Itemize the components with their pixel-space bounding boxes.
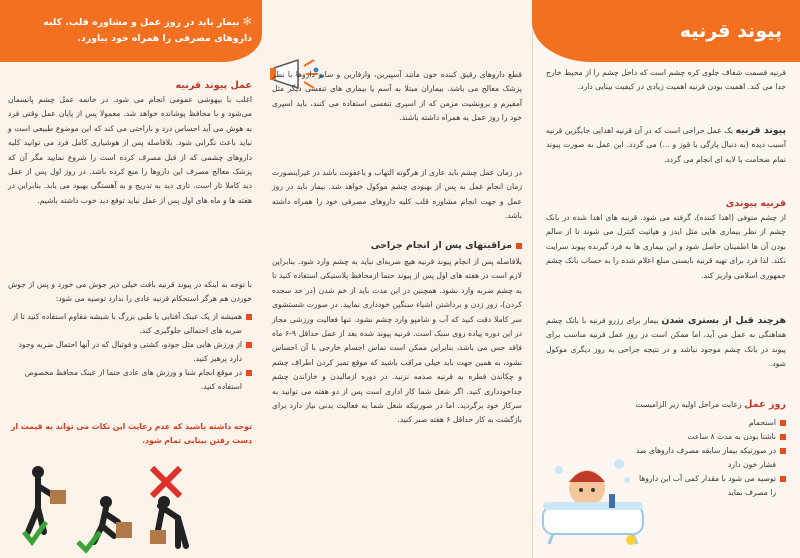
care-text: بلافاصله پس از انجام پیوند قرنیه هیچ ضربه‌ای نباید به چشم وارد شود. بنابراین لازم است در هفته های اول پس از پیوند حتما ازمحافظ پلاستیکی استفاده کنید تا به چشم ضربه وارد نشود. همچنین در این مدت باید از خم شدن (در حد سجده کردن)، زور زدن و برداشتن اشیاء سنگین خودداری نمایید. در صورت شستشوی سر کاملا دقت کنید که آب و شامپو وارد چشم نشود. تنها فعالیت ورزشی مجاز در این دوره پیاده روی سبک است. قرنیه پیوند شده بعد از عمل حداقل ۹-۶ ماه فاقد حس می باشد، بنابراین ممکن است تماس اجسام خارجی با آن احساس نشود، به همین جهت باید خیلی مراقب باشید که موقع تمیز کردن اطراف چشم و چکاندن قطره به قرنیه صدمه نزنید. در دوره ازمالیدن و خاراندن چشم جداخودداری کنید. اگر شغل شما کار اداری است پس از دو هفته می توانید به سرکار خود برگردید. اما در صورتیکه شغل شما به فعالیت بدنی نیاز دارد برای بازگشت به کار حداقل ۶ هفته صبر کنید. [272,257,523,425]
middle-column [262,0,532,558]
donor-title: قرنیه پیوندی [725,198,786,209]
surgery-title: عمل پیوند قرنیه [175,80,252,91]
surgery-text: اغلب با بیهوشی عمومی انجام می شود. در خاتمه عمل چشم پانسمان می‌شود و با محافظ پوشانده خواهد شد. معمولا پس از پایان عمل وقتی فرد به هوش می آید احساس درد و ناراحتی می کند که این موضوع طبیعی است و نباید باعث نگرانی شود. بلافاصله پس از هوشیاری کامل فرد می توانید کلیه داروهای چشمی که از قبل مصرف کرده است را شروع نمایید مگر آن که پزشک معالج مصرف این داروها را منع کرده باشد. در روز اول پس از عمل دید کاملا تار است. تاری دید به تدریج و به آهستگی بهبود می یابد. بنابراین در هفته ها و ماه های اول پس از عمل نباید توقع دید خوب داشته باشیم. [8,95,252,205]
warning-note: توجه داشته باشید که عدم رعایت این نکات می تواند به قیمت از دست رفتن بینایی تمام شود. [11,422,252,445]
middle-text-1: قطع داروهای رقیق کننده خون مانند آسپیرین، وارفارین و سایر داروها با نظر پزشک معالج می باشد. بیماران مبتلا به آسم یا بیماری های تنفسی دیگر مثل آمفیزم و برونشیت مزمن که از اسپری تنفسی استفاده می کنند، باید اسپری خود را روز عمل به همراه داشته باشند. [272,70,522,123]
lifting-figures-illustration [14,462,194,554]
admission-title: هرچند قبل از بستری شدن [661,315,786,326]
list-item: ناشتا بودن به مدت ۸ ساعت [636,430,786,444]
transplant-text: یک عمل جراحی است که در آن قرنیه اهدایی جایگزین قرنیه آسیب دیده (به دنبال پارگی یا قوز و ...) می گردد. این عمل به صورت پیوند تمام ضخامت یا لایه ای انجام می گردد. [546,126,786,164]
care-section [272,240,522,428]
middle-text-2: در زمان عمل چشم باید عاری از هرگونه التهاب و یاعفونت باشد در غیراینصورت زمان انجام عمل به پس از بهبودی چشم موکول خواهد شد. بیمار باید در روز عمل و جهت انجام مشاوره قلب کلیه داروهای مصرفی خود را همراه داشته باشد. [272,168,522,221]
star-icon: ✻ [242,15,252,28]
transplant-title: پیوند قرنیه [735,125,786,136]
list-item: از ورزش هایی مثل جودو، کشتی و فوتبال که در آنها احتمال ضربه وجود دارد پرهیز کنید. [8,338,252,366]
list-item: در موقع انجام شنا و ورزش های عادی حتما از عینک محافظ مخصوص استفاده کنید. [8,366,252,394]
list-item: استحمام [636,416,786,430]
admission-text: بیمار برای رزرو قرنیه با بانک چشم هماهنگی به عمل می آید، اما ممکن است در روز عمل قرنیه مناسب برای پیوند در بانک چشم موجود نباشد و در نتیجه جراحی به روز دیگری موکول شود. [546,316,786,369]
list-item: در صورتیکه بیمار سابقه مصرف داروهای ضد فشار خون دارد [636,444,786,472]
right-column [532,0,800,558]
transplant-section [546,124,786,167]
top-note: ✻ بیمار باید در روز عمل و مشاوره قلب. کلیه داروهای مصرفی را همراه خود بیاورد. [43,15,252,44]
surgery-day-title: روز عمل [744,399,786,410]
admission-section [546,314,786,372]
sport-text: با توجه به اینکه در پیوند قرنیه بافت خیلی دیر جوش می خورد و پس از جوش خوردن هم هرگز استحکام قرنیه عادی را ندارد توصیه می شود: [8,280,252,304]
donor-section [546,192,786,283]
surgery-section [8,80,252,208]
sport-list [8,310,252,394]
left-column [0,0,262,558]
child-bathtub-illustration [539,440,649,550]
bullet-icon [516,243,522,249]
care-title: مراقبتهای پس از انجام جراحی [370,240,512,251]
surgery-day-lead: رعایت مراحل اولیه زیر الزامیست [635,400,742,409]
page-title: پیوند قرنیه [679,20,782,42]
intro-paragraph: قرنیه قسمت شفاف جلوی کره چشم است که داخل چشم را از محیط خارج جدا می کند. اهمیت بودن قرنیه اهمیت زیادی در کیفیت بینایی دارد. [546,68,786,92]
list-item: توصیه می شود با مقدار کمی آب این داروها را مصرف نماید [636,472,786,500]
list-item: همیشه از یک عینک آفتابی یا طبی بزرگ با شیشه مقاوم استفاده کنید تا از ضربه های احتمالی جلوگیری کند. [8,310,252,338]
donor-text: از چشم متوفی (اهدا کننده)، گرفته می شود. قرنیه های اهدا شده در بانک چشم از نظر بیماری هایی مثل ایدز و هپاتیت کنترل می شوند تا از سالم بودن آن ها اطمینان حاصل شود و این بیماری ها به فرد گیرنده پیوند سرایت نکند. لذا فرد برای تهیه قرنیه بایستی مبلغ اعلام شده را به حساب بانک چشم جمهوری اسلامی واریز کند. [546,213,786,280]
